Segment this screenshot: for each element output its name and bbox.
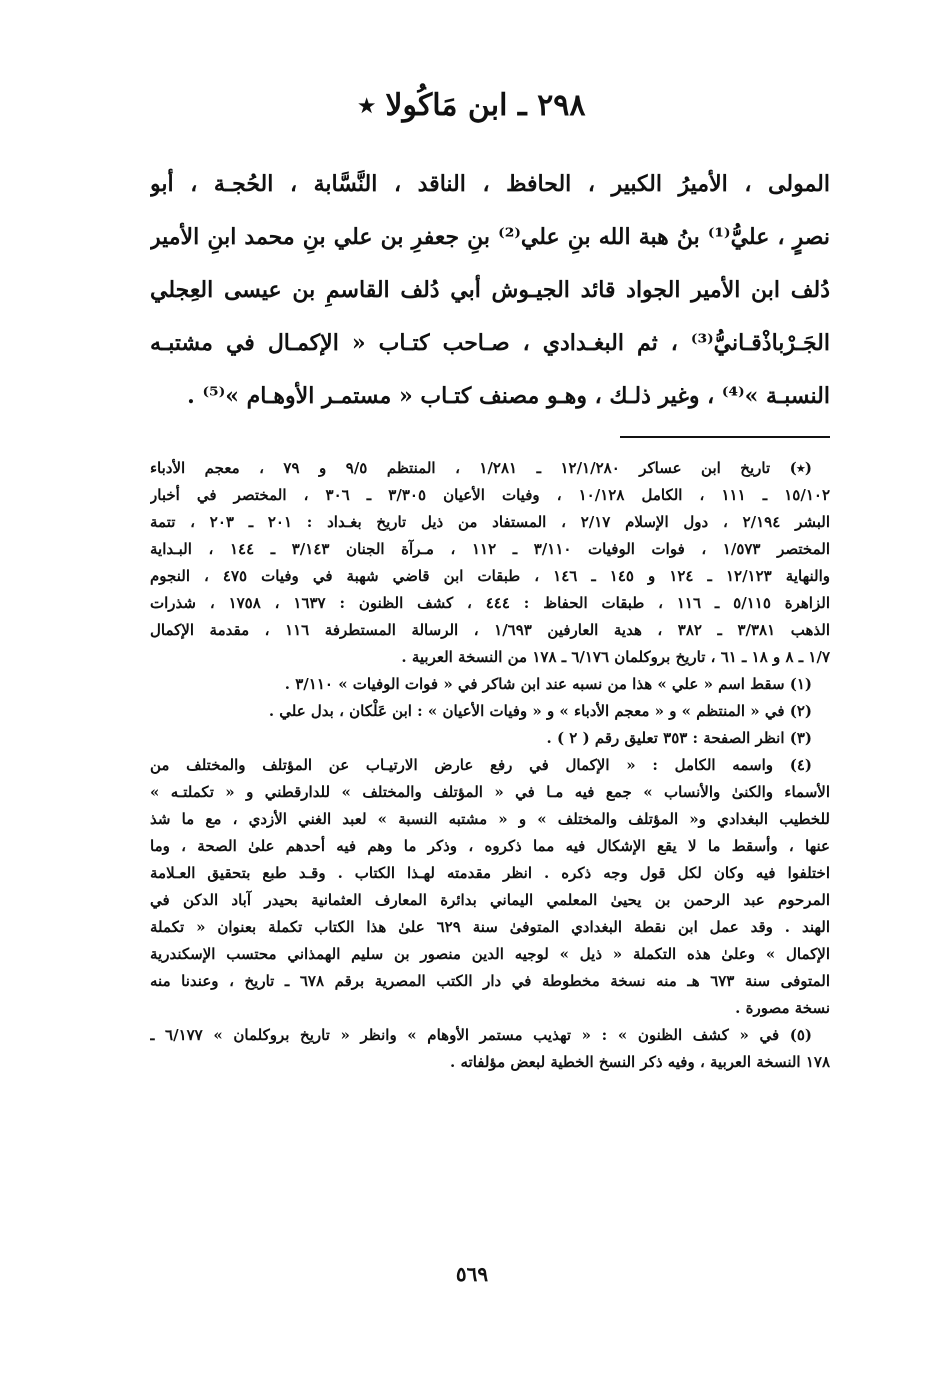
footnote-line: المختصر ١/٥٧٣ ، فوات الوفيات ٣/١١٠ ـ ١١٢ ، مـرآة الجنان ٣/١٤٣ ـ ١٤٤ ، البـداية xyxy=(150,540,830,558)
main-text-line: نصرٍ ، عليُّ⁽¹⁾ بنُ هبة الله بنِ علي⁽²⁾ بنِ جعفرِ بن علي بنِ محمد ابنِ الأمير xyxy=(150,224,830,250)
footnote-line: المرحوم عبد الرحمن بن يحيىٰ المعلمي اليماني بدائرة المعارف العثمانية بحيدر آباد الدكن في xyxy=(150,891,830,909)
footnote-line: نسخة مصورة . xyxy=(735,999,830,1017)
footnote-line: ١٧٨ النسخة العربية ، وفيه ذكر النسخ الخطية لبعض مؤلفاته . xyxy=(450,1053,830,1071)
footnote-line: اختلفوا فيه وكان لكل قول وجه ذكره . انظر مقدمته لهـذا الكتاب . وقـد طبع بتحقيق العـلامة xyxy=(150,864,830,882)
page-number: ٥٦٩ xyxy=(455,1262,489,1286)
footnote-line: الأسماء والكنىٰ والأنساب » جمع فيه مـا في « المؤتلف والمختلف » للدارقطني و « تكملتـه » xyxy=(150,783,830,801)
footnote-line: ١/٧ ـ ٨ و ١٨ ـ ٦١ ، تاريخ بروكلمان ٦/١٧٦ ـ ١٧٨ من النسخة العربية . xyxy=(401,648,830,666)
main-text-line: النسبـة »⁽⁴⁾ ، وغير ذلـك ، وهـو مصنف كتـاب « مستمـر الأوهـام »⁽⁵⁾ . xyxy=(187,383,830,409)
footnote-line: للخطيب البغدادي و« المؤتلف والمختلف » و « مشتبه النسبة » لعبد الغني الأزدي ، مع ما شذ xyxy=(150,810,830,828)
page-title: ٢٩٨ ـ ابن مَاكُولا ٭ xyxy=(358,88,586,123)
footnote-line: (١) سقط اسم « علي » هذا من نسبه عند ابن شاكر في « فوات الوفيات » ٣/١١٠ . xyxy=(284,675,812,693)
main-text xyxy=(150,158,830,423)
footnote-line: الذهب ٣/٣٨١ ـ ٣٨٢ ، هدية العارفين ١/٦٩٣ ، الرسالة المستطرفة ١١٦ ، مقدمة الإكمال xyxy=(150,621,830,639)
footnote-line: الإكمال » وعلىٰ هذه التكملة « ذيل » لوجيه الدين منصور بن سليم الهمذاني محتسب الإسكندرية xyxy=(150,945,830,963)
footnote-line: البشر ٢/١٩٤ ، دول الإسلام ٢/١٧ ، المستفاد من ذيل تاريخ بغـداد : ٢٠١ ـ ٢٠٣ ، تتمة xyxy=(150,513,830,531)
footnote-line: (٤) واسمه الكامل : « الإكمال في رفع عارض الارتيـاب عن المؤتلف والمختلف من xyxy=(150,756,812,774)
footnote-line: ١٥/١٠٢ ـ ١١١ ، الكامل ١٠/١٢٨ ، وفيات الأعيان ٣/٣٠٥ ـ ٣٠٦ ، المختصر في أخبار xyxy=(150,486,830,504)
main-text-line: دُلف ابن الأمير الجواد قائد الجيـوش أبي دُلف القاسمِ بن عيسى العِجلي xyxy=(150,277,830,303)
footnote-line: المتوفى سنة ٦٧٣ هـ منه نسخة مخطوطة في دار الكتب المصرية برقم ٦٧٨ ـ تاريخ ، وعندنا منه xyxy=(150,972,830,990)
footnote-line: (٢) في « المنتظم » و « معجم الأدباء » و « وفيات الأعيان » : ابن عَلْكان ، بدل علي . xyxy=(268,702,812,720)
footnote-line: الهند . وقد عمل ابن نقطة البغدادي المتوفىٰ سنة ٦٢٩ علىٰ هذا الكتاب تكملة بعنوان « تكملة xyxy=(150,918,830,936)
main-text-line: المولى ، الأميرُ الكبير ، الحافظ ، الناقد ، النَّسَّابة ، الحُجـة ، أبو xyxy=(150,171,830,197)
main-text-line: الجَـرْباذْقـانيُّ⁽³⁾ ، ثم البغـدادي ، صـاحب كتـاب « الإكمـال في مشتبـه xyxy=(150,330,830,356)
footnote-line: (٭) تاريخ ابن عساكر ١٢/١/٢٨٠ ـ ١/٢٨١ ، المنتظم ٩/٥ و ٧٩ ، معجم الأدباء xyxy=(150,459,812,477)
footnote-line: والنهاية ١٢/١٢٣ ـ ١٢٤ و ١٤٥ ـ ١٤٦ ، طبقات ابن قاضي شهبة في وفيات ٤٧٥ ، النجوم xyxy=(150,567,830,585)
footnote-line: (٥) في « كشف الظنون » : « تهذيب مستمر الأوهام » وانظر « تاريخ بروكلمان » ٦/١٧٧ ـ xyxy=(150,1026,813,1044)
footnote-separator xyxy=(620,436,830,438)
footnote-line: الزاهرة ٥/١١٥ ـ ١١٦ ، طبقات الحفاظ : ٤٤٤ ، كشف الظنون : ١٦٣٧ ، ١٧٥٨ ، شذرات xyxy=(150,594,830,612)
footnote-line: (٣) انظر الصفحة : ٣٥٣ تعليق رقم ( ٢ ) . xyxy=(546,729,812,747)
footnote-line: عنها ، وأسقط ما لا يقع الإشكال فيه مما ذكروه ، وذكر ما وهم فيه أحدهم علىٰ الصحة ، وما xyxy=(150,837,830,855)
footnotes xyxy=(150,455,830,1076)
